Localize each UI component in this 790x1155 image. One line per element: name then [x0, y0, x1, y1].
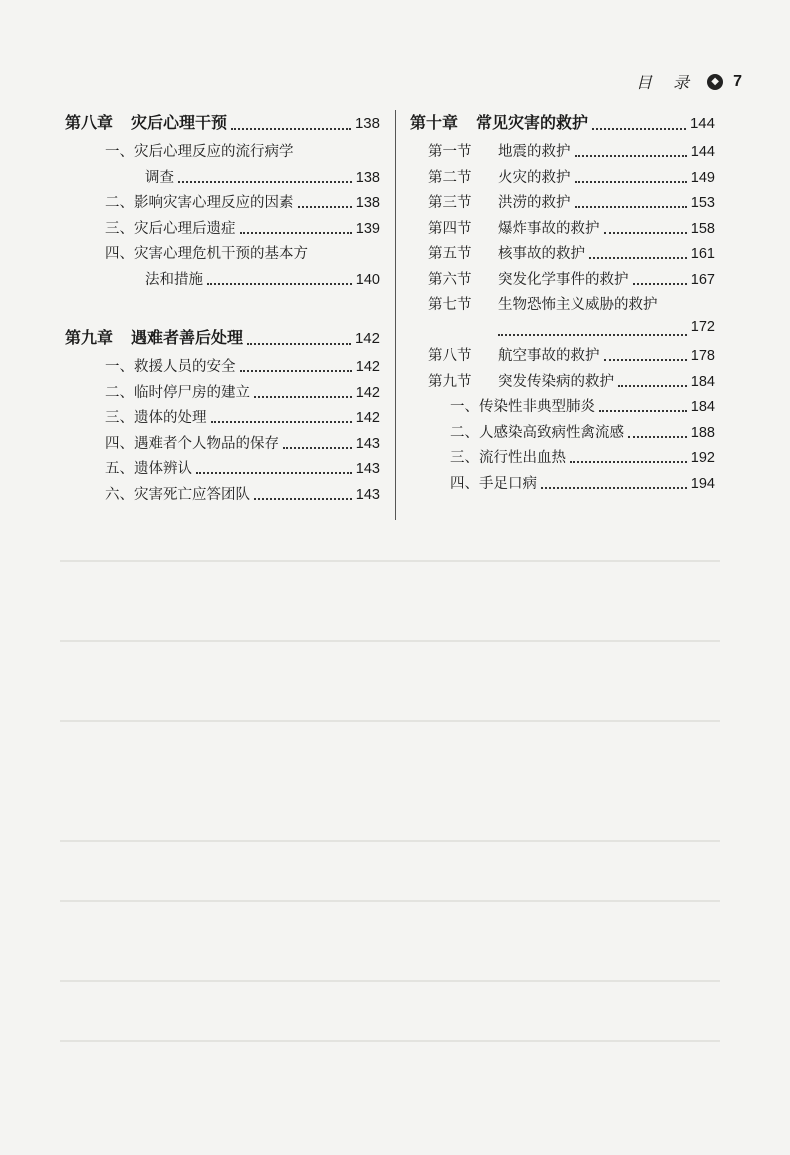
entry-page: 142 — [355, 359, 380, 375]
toc-section[interactable] — [410, 293, 715, 319]
bleed-through-line — [60, 720, 720, 722]
entry-page: 138 — [355, 169, 380, 186]
toc-entry[interactable] — [65, 406, 380, 432]
toc-entry[interactable] — [65, 166, 380, 192]
toc-chapter-8[interactable] — [65, 110, 380, 140]
entry-page: 139 — [355, 220, 380, 237]
leader-dots — [628, 429, 687, 438]
toc-entry[interactable] — [410, 446, 715, 472]
section-number: 第九节 — [428, 373, 472, 390]
leader-dots — [254, 491, 352, 500]
toc-entry[interactable] — [410, 395, 715, 421]
entry-label: 二、人感染高致病性禽流感 — [450, 424, 624, 441]
entry-label: 一、传染性非典型肺炎 — [450, 399, 595, 415]
section-page: 158 — [690, 220, 715, 237]
section-number: 第五节 — [428, 246, 472, 262]
toc-entry[interactable] — [65, 483, 380, 509]
section-page: 172 — [690, 318, 715, 335]
toc-entry[interactable] — [65, 432, 380, 458]
leader-dots — [211, 414, 352, 423]
section-title: 核事故的救护 — [498, 246, 585, 262]
section-page: 184 — [690, 373, 715, 390]
header-title: 目 录 — [636, 73, 698, 92]
leader-dots — [196, 465, 352, 474]
toc-entry[interactable] — [65, 217, 380, 243]
bleed-through-line — [60, 560, 720, 562]
entry-label: 四、灾害心理危机干预的基本方 — [105, 246, 308, 262]
section-number: 第四节 — [428, 220, 472, 237]
section-title: 火灾的救护 — [498, 169, 571, 186]
leader-dots — [604, 352, 687, 361]
page-number: 7 — [733, 72, 742, 90]
entry-page: 140 — [355, 271, 380, 288]
chapter-page: 142 — [354, 330, 380, 347]
section-number: 第一节 — [428, 144, 472, 160]
chapter-number: 第十章 — [410, 113, 459, 132]
chapter-title: 遇难者善后处理 — [131, 328, 244, 347]
entry-page: 142 — [355, 410, 380, 426]
toc-entry[interactable] — [65, 381, 380, 407]
page-header — [636, 70, 742, 93]
entry-label: 三、遗体的处理 — [105, 410, 207, 426]
leader-dots — [231, 120, 351, 130]
section-page: 178 — [690, 348, 715, 364]
section-number: 第六节 — [428, 271, 472, 288]
entry-label: 二、临时停尸房的建立 — [105, 384, 250, 401]
entry-label: 三、流行性出血热 — [450, 450, 566, 466]
leader-dots — [178, 174, 352, 183]
section-number: 第三节 — [428, 195, 472, 211]
toc-section[interactable] — [410, 242, 715, 268]
section-page: 144 — [690, 144, 715, 160]
entry-label: 五、遗体辨认 — [105, 461, 192, 477]
toc-section[interactable] — [410, 140, 715, 166]
entry-page: 192 — [690, 450, 715, 466]
chapter-page: 138 — [354, 115, 380, 132]
bleed-through-line — [60, 980, 720, 982]
section-page: 153 — [690, 195, 715, 211]
section-page: 161 — [690, 246, 715, 262]
entry-page: 188 — [690, 424, 715, 441]
chapter-title: 常见灾害的救护 — [476, 113, 589, 132]
leader-dots — [298, 199, 352, 208]
leader-dots — [575, 148, 687, 157]
toc-chapter-10[interactable] — [410, 110, 715, 140]
toc-left-column — [65, 110, 380, 508]
toc-entry[interactable] — [410, 421, 715, 447]
section-number: 第二节 — [428, 169, 472, 186]
leader-dots — [589, 250, 687, 259]
leader-dots — [254, 389, 352, 398]
bleed-through-line — [60, 900, 720, 902]
toc-entry[interactable] — [65, 268, 380, 294]
leader-dots — [240, 225, 352, 234]
toc-section[interactable] — [410, 370, 715, 396]
entry-label: 四、遇难者个人物品的保存 — [105, 435, 279, 452]
entry-label: 三、灾后心理后遗症 — [105, 220, 236, 237]
entry-page: 143 — [355, 435, 380, 452]
entry-page: 143 — [355, 461, 380, 477]
section-title: 突发化学事件的救护 — [498, 271, 629, 288]
section-title: 爆炸事故的救护 — [498, 220, 600, 237]
section-page: 149 — [690, 169, 715, 186]
entry-label: 一、灾后心理反应的流行病学 — [105, 144, 294, 160]
chapter-number: 第九章 — [65, 328, 114, 347]
leader-dots — [618, 378, 687, 387]
toc-section[interactable] — [410, 268, 715, 294]
toc-entry[interactable] — [65, 355, 380, 381]
section-title: 生物恐怖主义威胁的救护 — [498, 297, 658, 313]
leader-dots — [592, 120, 686, 130]
entry-page: 142 — [355, 384, 380, 401]
entry-page: 194 — [690, 475, 715, 492]
column-divider — [395, 110, 396, 520]
toc-chapter-9[interactable] — [65, 325, 380, 355]
leader-dots — [604, 225, 687, 234]
toc-entry[interactable] — [65, 140, 380, 166]
entry-label: 调查 — [145, 169, 174, 186]
section-title: 地震的救护 — [498, 144, 571, 160]
leader-dots — [570, 454, 687, 463]
leader-dots — [207, 276, 352, 285]
toc-section[interactable] — [410, 344, 715, 370]
leader-dots — [575, 199, 687, 208]
section-title: 洪涝的救护 — [498, 195, 571, 211]
leader-dots — [283, 440, 352, 449]
entry-page: 143 — [355, 486, 380, 503]
entry-label: 六、灾害死亡应答团队 — [105, 486, 250, 503]
leader-dots — [575, 174, 687, 183]
toc-section[interactable] — [410, 191, 715, 217]
toc-entry[interactable] — [65, 457, 380, 483]
section-number: 第八节 — [428, 348, 472, 364]
section-title: 突发传染病的救护 — [498, 373, 614, 390]
section-title: 航空事故的救护 — [498, 348, 600, 364]
toc-right-column — [410, 110, 715, 497]
toc-section[interactable] — [410, 217, 715, 243]
leader-dots — [247, 335, 351, 345]
toc-entry[interactable] — [410, 472, 715, 498]
chapter-title: 灾后心理干预 — [131, 113, 228, 132]
toc-section[interactable] — [410, 166, 715, 192]
entry-label: 一、救援人员的安全 — [105, 359, 236, 375]
bleed-through-line — [60, 640, 720, 642]
chapter-number: 第八章 — [65, 113, 114, 132]
toc-entry[interactable] — [65, 191, 380, 217]
entry-label: 四、手足口病 — [450, 475, 537, 492]
entry-page: 184 — [690, 399, 715, 415]
leader-dots — [599, 403, 687, 412]
leader-dots — [498, 327, 687, 336]
chapter-marker-icon: ◆ — [707, 74, 723, 90]
leader-dots — [633, 276, 687, 285]
chapter-page: 144 — [689, 115, 715, 132]
entry-label: 法和措施 — [145, 271, 203, 288]
toc-section-continued[interactable] — [410, 319, 715, 345]
entry-page: 138 — [355, 195, 380, 211]
bleed-through-line — [60, 840, 720, 842]
entry-label: 二、影响灾害心理反应的因素 — [105, 195, 294, 211]
toc-entry[interactable] — [65, 242, 380, 268]
leader-dots — [240, 363, 352, 372]
section-page: 167 — [690, 271, 715, 288]
leader-dots — [541, 480, 687, 489]
bleed-through-line — [60, 1040, 720, 1042]
section-number: 第七节 — [428, 297, 472, 313]
